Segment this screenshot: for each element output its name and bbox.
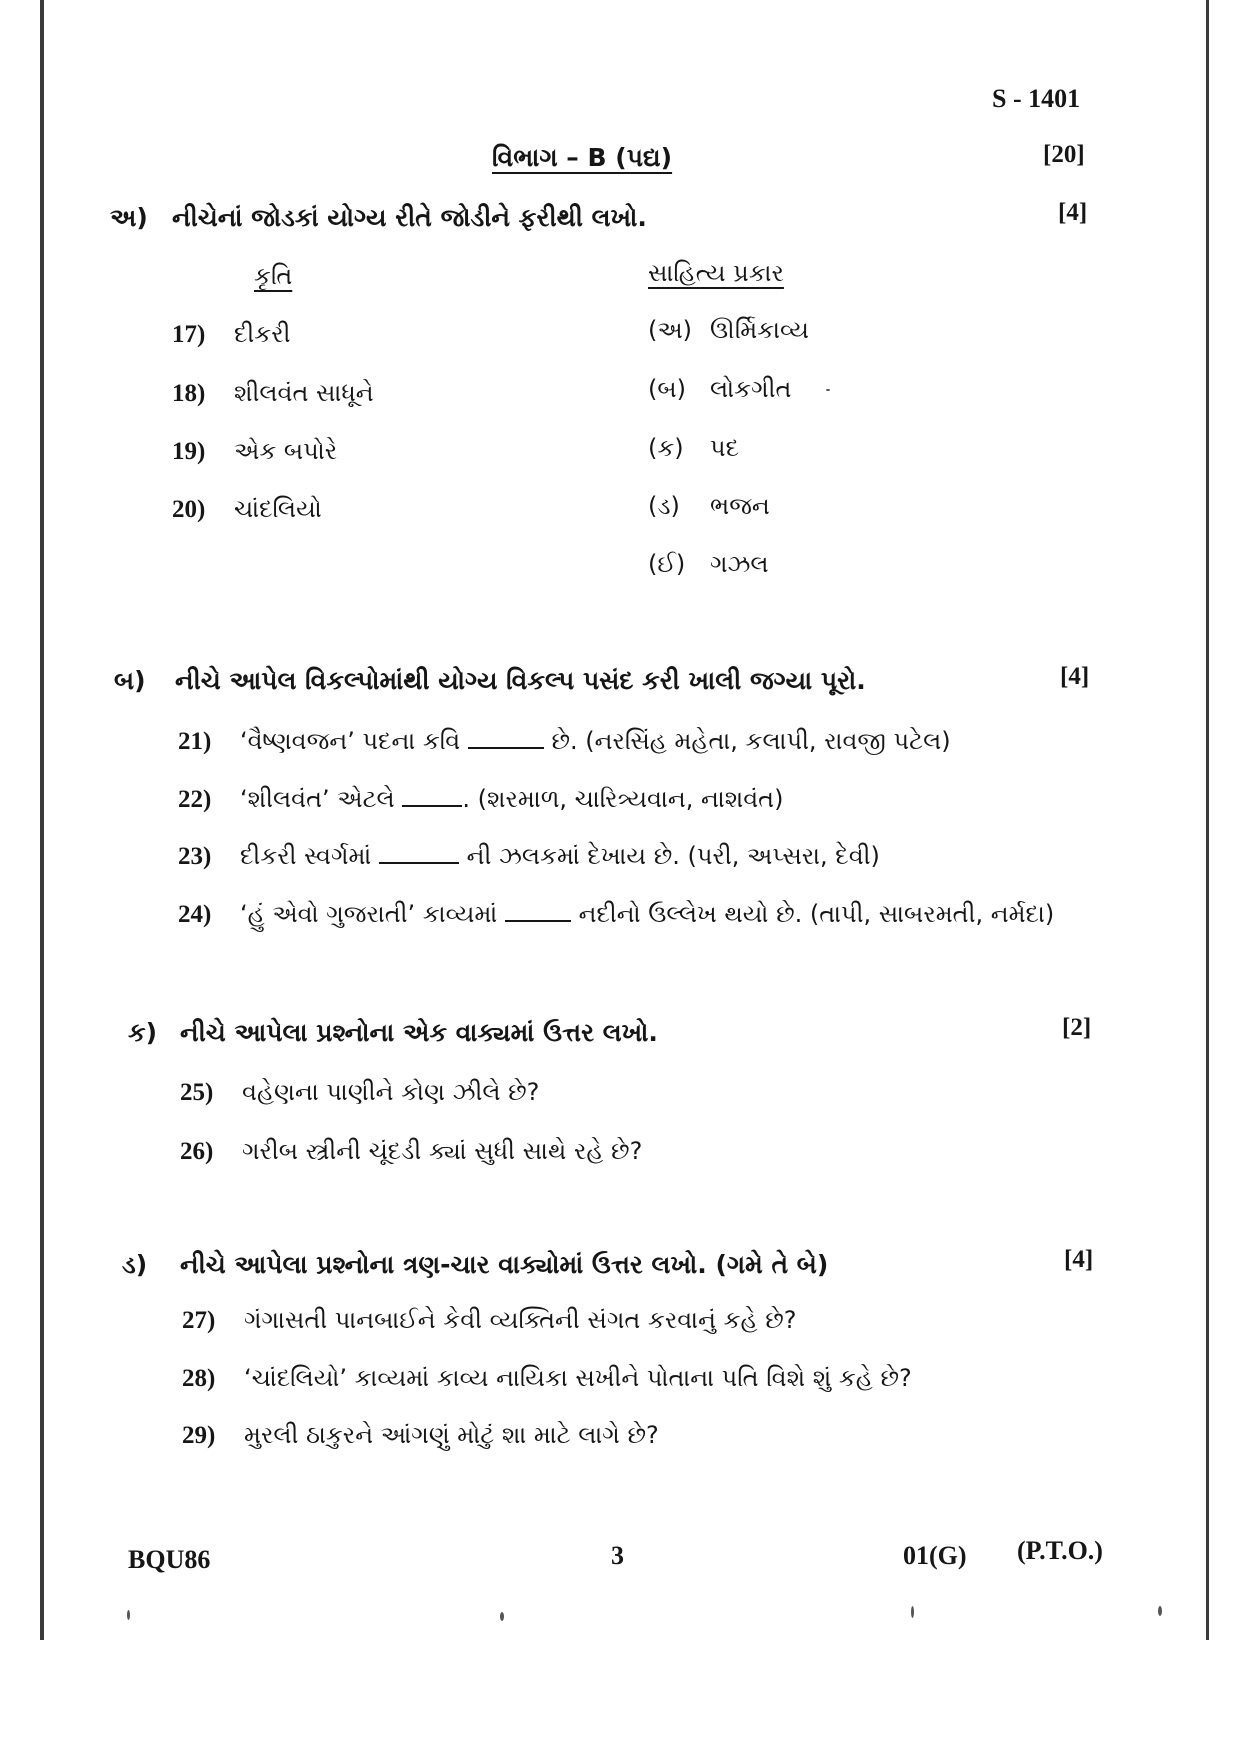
match-left-item: 18) શીલવંત સાધૂને xyxy=(172,379,374,407)
scan-speck xyxy=(500,1612,504,1621)
question-b-label: બ) xyxy=(114,666,146,695)
long-answer-item: 27) ગંગાસતી પાનબાઈને કેવી વ્યક્તિની સંગત કરવાનું કહે છે? xyxy=(182,1306,797,1334)
match-left-item: 17) દીકરી xyxy=(172,320,291,348)
question-a-marks: [4] xyxy=(1058,199,1088,226)
short-answer-item: 26) ગરીબ સ્ત્રીની ચૂંદડી ક્યાં સુધી સાથે રહે છે? xyxy=(180,1137,643,1165)
column-title-work: કૃતિ xyxy=(254,262,293,290)
section-title: વિભાગ – B (પદ્ય) xyxy=(492,143,673,172)
question-c-marks: [2] xyxy=(1062,1014,1092,1041)
question-d-marks: [4] xyxy=(1064,1246,1094,1273)
match-left-item: 19) એક બપોરે xyxy=(172,437,338,465)
column-title-genre: સાહિત્ય પ્રકાર xyxy=(648,259,784,287)
question-a-instruction: નીચેનાં જોડકાં યોગ્ય રીતે જોડીને ફરીથી લખો. xyxy=(172,203,647,232)
match-right-item: (અ) ઊર્મિકાવ્ય xyxy=(648,316,809,344)
fill-blank-item: 21) ‘વૈષ્ણવજન’ પદના કવિ છે. (નરસિંહ મહેતા, કલાપી, રાવજી પટેલ) xyxy=(178,727,951,755)
set-code: 01(G) xyxy=(903,1541,967,1570)
paper-code: S - 1401 xyxy=(992,84,1081,113)
page-number: 3 xyxy=(611,1541,624,1570)
match-right-item: (ઈ) ગઝલ xyxy=(648,550,769,578)
answer-blank xyxy=(379,842,459,864)
answer-blank xyxy=(505,900,571,922)
match-right-item: (બ) લોકગીત xyxy=(648,375,792,403)
answer-blank xyxy=(402,785,462,807)
question-c-instruction: નીચે આપેલા પ્રશ્નોના એક વાક્યમાં ઉત્તર લખો. xyxy=(180,1018,658,1047)
page-border-right xyxy=(1206,0,1209,1640)
scan-speck xyxy=(1158,1606,1162,1616)
answer-blank xyxy=(468,727,544,749)
question-a-label: અ) xyxy=(110,203,148,232)
fill-blank-item: 24) ‘હું એવો ગુજરાતી’ કાવ્યમાં નદીનો ઉલ્લેખ થયો છે. (તાપી, સાબરમતી, નર્મદા) xyxy=(178,900,1055,928)
page-border-left xyxy=(40,0,44,1640)
question-c-label: ક) xyxy=(128,1018,158,1047)
question-d-instruction: નીચે આપેલા પ્રશ્નોના ત્રણ-ચાર વાક્યોમાં ઉત્તર લખો. (ગમે તે બે) xyxy=(180,1250,829,1279)
fill-blank-item: 22) ‘શીલવંત’ એટલે . (શરમાળ, ચારિત્ર્યવાન, નાશવંત) xyxy=(178,785,784,813)
question-b-marks: [4] xyxy=(1060,663,1090,690)
scan-speck xyxy=(826,389,830,391)
scan-speck xyxy=(127,1610,130,1620)
question-d-label: ડ) xyxy=(122,1250,148,1279)
short-answer-item: 25) વહેણના પાણીને કોણ ઝીલે છે? xyxy=(180,1078,540,1106)
match-right-item: (ડ) ભજન xyxy=(648,492,770,520)
scan-speck xyxy=(911,1606,914,1618)
footer-paper-code: BQU86 xyxy=(128,1545,211,1574)
match-right-item: (ક) પદ xyxy=(648,434,739,462)
fill-blank-item: 23) દીકરી સ્વર્ગમાં ની ઝલકમાં દેખાય છે. (પરી, અપ્સરા, દેવી) xyxy=(178,842,880,870)
please-turn-over: (P.T.O.) xyxy=(1017,1536,1103,1565)
question-b-instruction: નીચે આપેલ વિકલ્પોમાંથી યોગ્ય વિકલ્પ પસંદ કરી ખાલી જગ્યા પૂરો. xyxy=(175,666,866,695)
section-marks: [20] xyxy=(1043,141,1085,168)
match-left-item: 20) ચાંદલિયો xyxy=(172,495,322,523)
long-answer-item: 29) મુરલી ઠાકુરને આંગણું મોટું શા માટે લાગે છે? xyxy=(182,1421,659,1449)
long-answer-item: 28) ‘ચાંદલિયો’ કાવ્યમાં કાવ્ય નાયિકા સખીને પોતાના પતિ વિશે શું કહે છે? xyxy=(182,1364,912,1392)
